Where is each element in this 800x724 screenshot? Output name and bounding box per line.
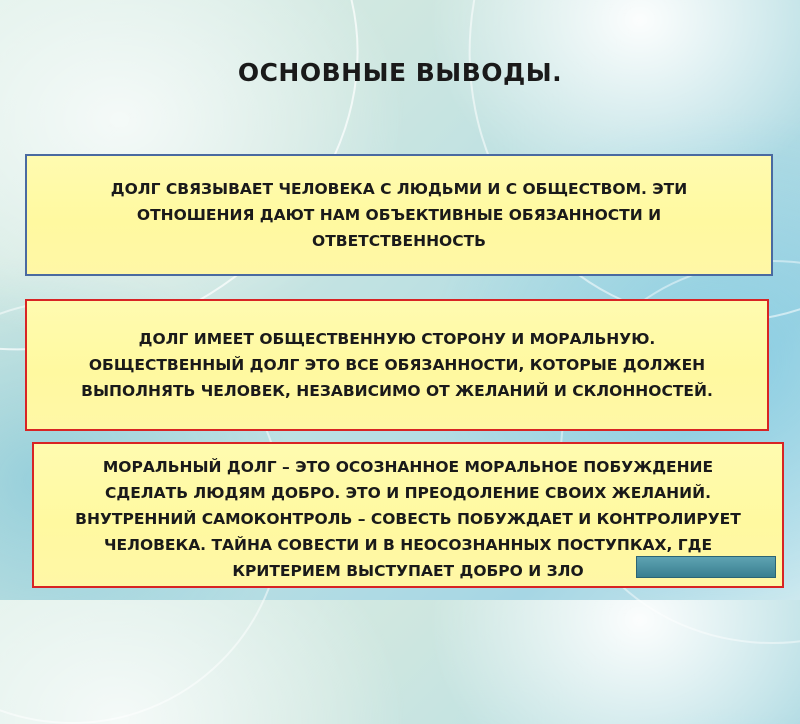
conclusion-text-2 — [81, 326, 713, 404]
navigation-button[interactable] — [636, 556, 776, 578]
text-line: ОТНОШЕНИЯ ДАЮТ НАМ ОБЪЕКТИВНЫЕ ОБЯЗАННОСТИ И — [136, 206, 662, 224]
text-line: ВЫПОЛНЯТЬ ЧЕЛОВЕК, НЕЗАВИСИМО ОТ ЖЕЛАНИЙ И СКЛОННОСТЕЙ. — [81, 382, 713, 400]
text-line: ВНУТРЕННИЙ САМОКОНТРОЛЬ – СОВЕСТЬ ПОБУЖДАЕТ И КОНТРОЛИРУЕТ — [75, 510, 741, 528]
text-line: КРИТЕРИЕМ ВЫСТУПАЕТ ДОБРО И ЗЛО — [232, 562, 584, 580]
text-line: ОБЩЕСТВЕННЫЙ ДОЛГ ЭТО ВСЕ ОБЯЗАННОСТИ, КОТОРЫЕ ДОЛЖЕН — [88, 356, 706, 374]
conclusion-box-1 — [25, 154, 773, 276]
text-line: ОТВЕТСТВЕННОСТЬ — [312, 232, 486, 250]
text-line: МОРАЛЬНЫЙ ДОЛГ – ЭТО ОСОЗНАННОЕ МОРАЛЬНОЕ ПОБУЖДЕНИЕ — [102, 458, 714, 476]
text-line: ДОЛГ СВЯЗЫВАЕТ ЧЕЛОВЕКА С ЛЮДЬМИ И С ОБЩЕСТВОМ. ЭТИ — [110, 180, 688, 198]
conclusion-box-2 — [25, 299, 769, 431]
text-line: СДЕЛАТЬ ЛЮДЯМ ДОБРО. ЭТО И ПРЕОДОЛЕНИЕ СВОИХ ЖЕЛАНИЙ. — [105, 484, 711, 502]
text-line: ЧЕЛОВЕКА. ТАЙНА СОВЕСТИ И В НЕОСОЗНАННЫХ ПОСТУПКАХ, ГДЕ — [103, 536, 713, 554]
text-line: ДОЛГ ИМЕЕТ ОБЩЕСТВЕННУЮ СТОРОНУ И МОРАЛЬНУЮ. — [138, 330, 656, 348]
conclusion-text-1 — [111, 176, 687, 254]
slide-title: ОСНОВНЫЕ ВЫВОДЫ. — [237, 58, 563, 87]
